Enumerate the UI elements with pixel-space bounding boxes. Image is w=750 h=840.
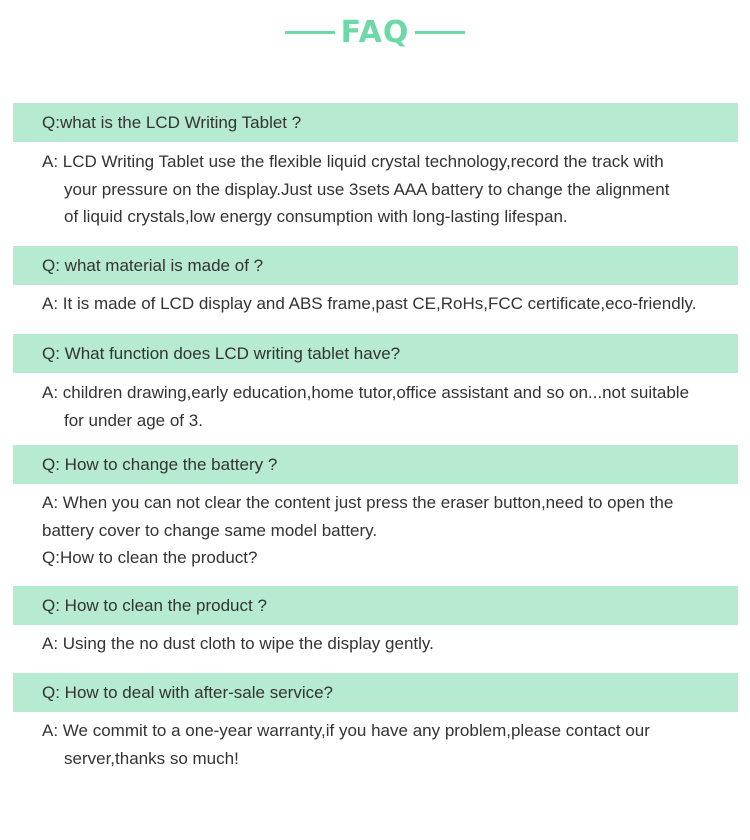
faq-question: Q: what material is made of ? — [13, 246, 738, 285]
title-decoration-left — [285, 31, 335, 34]
answer-line: Q:How to clean the product? — [42, 548, 258, 567]
answer-line: A: children drawing,early education,home tutor,office assistant and so on...not suitable — [42, 383, 690, 402]
answer-line: A: It is made of LCD display and ABS frame,past CE,RoHs,FCC certificate,eco-friendly. — [42, 294, 697, 313]
answer-line: battery cover to change same model battery. — [42, 520, 378, 540]
faq-question: Q: How to change the battery ? — [13, 445, 738, 484]
answer-line: server,thanks so much! — [64, 748, 239, 768]
faq-answer — [42, 290, 742, 318]
title-decoration-right — [415, 31, 465, 34]
answer-line: A: When you can not clear the content just press the eraser button,need to open the — [42, 493, 674, 512]
faq-answer — [42, 717, 742, 772]
page-title: FAQ — [340, 14, 410, 50]
faq-answer — [42, 148, 742, 231]
faq-question: Q: How to clean the product ? — [13, 586, 738, 625]
faq-question: Q: How to deal with after-sale service? — [13, 673, 738, 712]
faq-question: Q: What function does LCD writing tablet have? — [13, 334, 738, 373]
faq-question: Q:what is the LCD Writing Tablet ? — [13, 103, 738, 142]
answer-line: A: LCD Writing Tablet use the flexible liquid crystal technology,record the track with — [42, 152, 664, 171]
faq-answer — [42, 630, 742, 658]
faq-answer — [42, 489, 742, 572]
answer-line: of liquid crystals,low energy consumption with long-lasting lifespan. — [64, 207, 568, 226]
faq-answer — [42, 379, 742, 434]
answer-line: your pressure on the display.Just use 3sets AAA battery to change the alignment — [64, 179, 670, 199]
answer-line: A: We commit to a one-year warranty,if you have any problem,please contact our — [42, 721, 650, 740]
answer-line: A: Using the no dust cloth to wipe the display gently. — [42, 634, 434, 653]
answer-line: for under age of 3. — [64, 410, 203, 430]
faq-header — [0, 12, 750, 52]
